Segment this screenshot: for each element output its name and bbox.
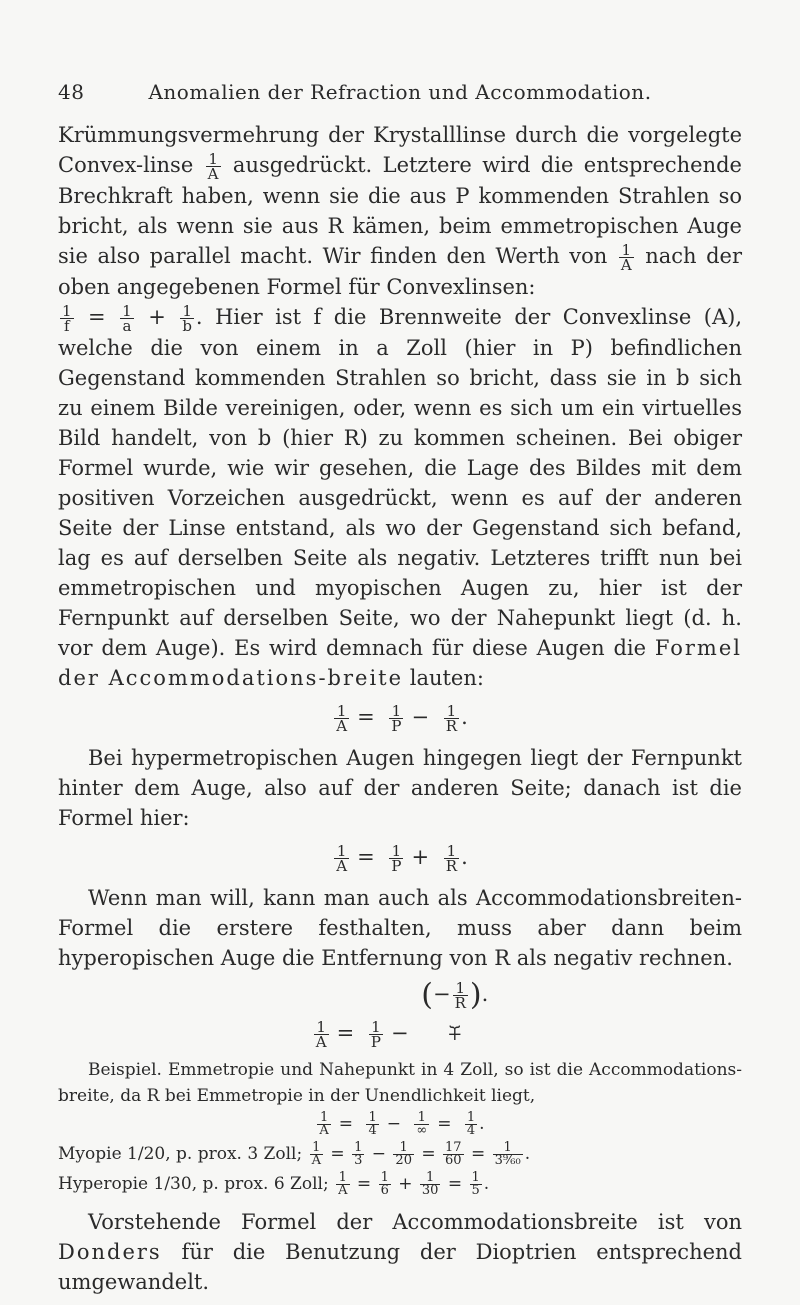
paragraph-1-cont: [58, 302, 742, 693]
example-myopia: Myopie 1/20, p. prox. 3 Zoll; $\frac{1}{A}$ = $\frac{1}{3}$ − $\frac{1}{20}$ = $\frac{17}{60}$ = $\frac{1}{\text{3⁹⁄₆₀}}$ .: [58, 1139, 531, 1168]
formula-accommodation-myopic: $\frac{1}{A}$ = $\frac{1}{P}$ − $\frac{1}{R}$ .: [336, 702, 468, 735]
para1-text-d: Hier ist f die Brennweite der Convexlinse (A), welche die von einem in a Zoll (hier in P) befindlichen Gegenstand kommenden Strahlen so bricht, dass sie in b sich zu einem Bilde vereinigen, oder, wenn es sich um ein virtuelles Bild handelt, von b (hier R) zu kommen scheinen. Bei obiger Formel wurde, wie wir gesehen, die Lage des Bildes mit dem positiven Vorzeichen ausgedrückt, wenn es auf der anderen Seite der Linse entstand, als wo der Gegenstand sich befand, lag es auf derselben Seite als negativ. Letzteres trifft nun bei emmetropischen und myopischen Augen zu, hier ist der Fernpunkt auf derselben Seite, wo der Nahepunkt liegt (d. h. vor dem Auge). Es wird demnach für diese Augen die: [58, 305, 743, 660]
para1-emphasis: Formel der Accommodations-breite: [58, 636, 742, 690]
para1-text-a: Krümmungsvermehrung der Krystalllinse durch die vorgelegte Convex-linse: [58, 123, 742, 177]
para1-text-b: ausgedrückt. Letztere wird die entsprechende Brechkraft haben, wenn sie die aus P kommenden Strahlen so bricht, als wenn sie aus R kämen, beim emmetropischen Auge sie also parallel macht. Wir finden den Werth von: [58, 153, 742, 268]
para1-text-c: nach der oben angegebenen Formel für Convexlinsen:: [58, 244, 742, 299]
paragraph-1: [58, 120, 742, 302]
author-name: Donders: [58, 1239, 162, 1264]
closing-paragraph: Vorstehende Formel der Accommodationsbreite ist von Donders für die Benutzung der Dioptrien entsprechend umgewandelt.: [58, 1209, 742, 1294]
formula-convex-lens: $\frac{1}{f}$ = $\frac{1}{a}$ + $\frac{1}{b}$ .: [62, 302, 216, 335]
formula-example-emmetropia: $\frac{1}{A}$ = $\frac{1}{4}$ − $\frac{1}{\infty}$ = $\frac{1}{4}$ .: [319, 1109, 485, 1138]
page-body: [58, 120, 742, 1297]
fraction-1-over-A: $\frac{1}{A}$: [620, 241, 632, 274]
formula-accommodation-hyperopic: $\frac{1}{A}$ = $\frac{1}{P}$ + $\frac{1}{R}$ .: [336, 842, 468, 875]
example-hyperopia: Hyperopie 1/30, p. prox. 6 Zoll; $\frac{1}{A}$ = $\frac{1}{6}$ + $\frac{1}{30}$ = $\frac{1}{5}$ .: [58, 1169, 490, 1198]
para1-text-e: lauten:: [409, 666, 484, 690]
fraction-1-over-A: $\frac{1}{A}$: [207, 150, 219, 183]
paragraph-3: Wenn man will, kann man auch als Accommodationsbreiten-Formel die erstere festhalten, muss aber dann beim hyperopischen Auge die Entfernung von R als negativ rechnen.: [58, 886, 742, 970]
running-title: Anomalien der Refraction und Accommodation.: [148, 80, 652, 104]
paragraph-2: Bei hypermetropischen Augen hingegen liegt der Fernpunkt hinter dem Auge, also auf der anderen Seite; danach ist die Formel hier:: [58, 746, 742, 830]
example-intro: Beispiel. Emmetropie und Nahepunkt in 4 Zoll, so ist die Accommodations-breite, da R bei Emmetropie in der Unendlichkeit liegt,: [58, 1059, 742, 1106]
underbrace-plus: ⏟ +: [447, 1007, 463, 1045]
formula-accommodation-negative-R: $\frac{1}{A}$ = $\frac{1}{P}$ − (− $\frac{1}{R}$ ). ⏟ +: [315, 977, 489, 1051]
page-header: [58, 80, 742, 110]
page-number: 48: [58, 80, 85, 104]
